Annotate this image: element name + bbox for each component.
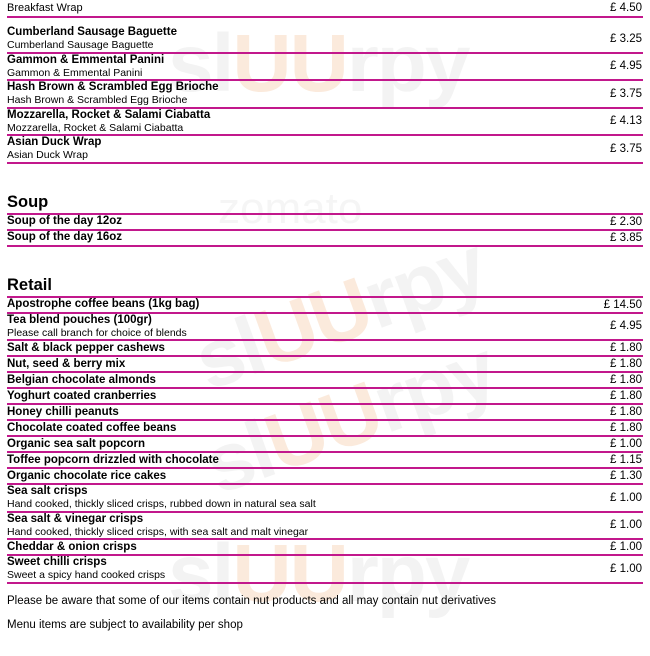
item-description: Hash Brown & Scrambled Egg Brioche (7, 94, 188, 107)
item-name: Tea blend pouches (100gr) (7, 313, 152, 326)
menu-item (7, 26, 643, 54)
item-price: £ 1.00 (610, 541, 642, 553)
menu-item (7, 357, 643, 373)
item-name: Mozzarella, Rocket & Salami Ciabatta (7, 108, 211, 121)
item-price: £ 1.30 (610, 470, 642, 482)
item-price: £ 1.00 (610, 491, 642, 504)
menu-item (7, 453, 643, 469)
item-name: Hash Brown & Scrambled Egg Brioche (7, 81, 219, 94)
breakfast-list (7, 26, 643, 164)
item-name: Toffee popcorn drizzled with chocolate (7, 453, 219, 466)
zomato-watermark: zomato (218, 184, 363, 233)
slurrp-watermark: slUUrpy (168, 528, 469, 619)
item-price: £ 2.30 (610, 215, 642, 228)
item-price: £ 1.80 (610, 358, 642, 370)
item-name: Sweet chilli crisps (7, 556, 107, 569)
item-price: £ 4.95 (610, 60, 642, 73)
availability-note: Menu items are subject to availability per shop (7, 618, 243, 631)
item-name: Sea salt crisps (7, 485, 88, 498)
item-name: Honey chilli peanuts (7, 405, 119, 418)
item-name: Nut, seed & berry mix (7, 357, 126, 370)
section-title: Soup (7, 192, 643, 215)
item-name: Sea salt & vinegar crisps (7, 512, 144, 525)
item-name: Chocolate coated coffee beans (7, 421, 177, 434)
item-description: Please call branch for choice of blends (7, 326, 187, 339)
item-price: £ 1.80 (610, 374, 642, 386)
item-price: £ 3.85 (610, 231, 642, 244)
item-price: £ 3.25 (610, 32, 642, 45)
item-name: Gammon & Emmental Panini (7, 53, 165, 66)
item-name: Cheddar & onion crisps (7, 540, 137, 553)
item-price: £ 1.80 (610, 406, 642, 418)
nut-allergy-note: Please be aware that some of our items contain nut products and all may contain nut derivatives (7, 594, 497, 607)
item-description: Hand cooked, thickly sliced crisps, rubbed down in natural sea salt (7, 498, 316, 511)
item-price: £ 1.80 (610, 422, 642, 434)
item-name: Cumberland Sausage Baguette (7, 26, 177, 39)
menu-item (7, 405, 643, 421)
menu-item (7, 540, 643, 556)
menu-item (7, 231, 643, 247)
menu-item (7, 0, 643, 18)
menu-item (7, 136, 643, 164)
item-price: £ 1.80 (610, 390, 642, 402)
slurrp-watermark: slUUrpy (183, 219, 497, 408)
item-name: Yoghurt coated cranberries (7, 389, 157, 402)
item-description: Hand cooked, thickly sliced crisps, with sea salt and malt vinegar (7, 525, 309, 538)
item-name: Organic sea salt popcorn (7, 437, 146, 450)
item-price: £ 1.00 (610, 562, 642, 575)
item-name: Soup of the day 12oz (7, 215, 123, 227)
menu-item (7, 485, 643, 513)
item-description: Gammon & Emmental Panini (7, 66, 143, 79)
menu-item (7, 437, 643, 453)
menu-item (7, 81, 643, 109)
menu-item (7, 215, 643, 231)
item-name: Salt & black pepper cashews (7, 341, 165, 354)
menu-item (7, 389, 643, 405)
menu-item (7, 556, 643, 584)
menu-item (7, 109, 643, 137)
menu-item (7, 314, 643, 342)
item-description: Asian Duck Wrap (7, 149, 88, 162)
item-description: Sweet a spicy hand cooked crisps (7, 569, 166, 582)
section-title: Retail (7, 275, 643, 298)
menu-item (7, 469, 643, 485)
item-name: Organic chocolate rice cakes (7, 469, 167, 482)
menu-item (7, 298, 643, 314)
item-price: £ 3.75 (610, 87, 642, 100)
item-name: Breakfast Wrap (7, 1, 83, 14)
menu-item (7, 373, 643, 389)
item-name: Apostrophe coffee beans (1kg bag) (7, 298, 200, 310)
slurrp-watermark: slUUrpy (168, 18, 469, 109)
item-description: Cumberland Sausage Baguette (7, 39, 154, 52)
menu-item (7, 513, 643, 541)
item-price: £ 4.13 (610, 115, 642, 128)
retail-section (7, 275, 643, 584)
soup-section (7, 192, 643, 247)
item-price: £ 4.95 (610, 320, 642, 333)
item-price: £ 1.15 (610, 454, 642, 466)
menu-item (7, 341, 643, 357)
item-description: Mozzarella, Rocket & Salami Ciabatta (7, 121, 184, 134)
menu-item (7, 421, 643, 437)
item-name: Asian Duck Wrap (7, 136, 102, 149)
item-price: £ 1.80 (610, 342, 642, 354)
item-price: £ 14.50 (603, 298, 642, 311)
item-price: £ 1.00 (610, 438, 642, 450)
item-price: £ 3.75 (610, 142, 642, 155)
item-price: £ 4.50 (610, 1, 642, 14)
item-name: Soup of the day 16oz (7, 231, 123, 243)
menu-item (7, 54, 643, 82)
slurrp-watermark: slUUrpy (193, 323, 507, 512)
item-price: £ 1.00 (610, 519, 642, 532)
item-name: Belgian chocolate almonds (7, 373, 156, 386)
